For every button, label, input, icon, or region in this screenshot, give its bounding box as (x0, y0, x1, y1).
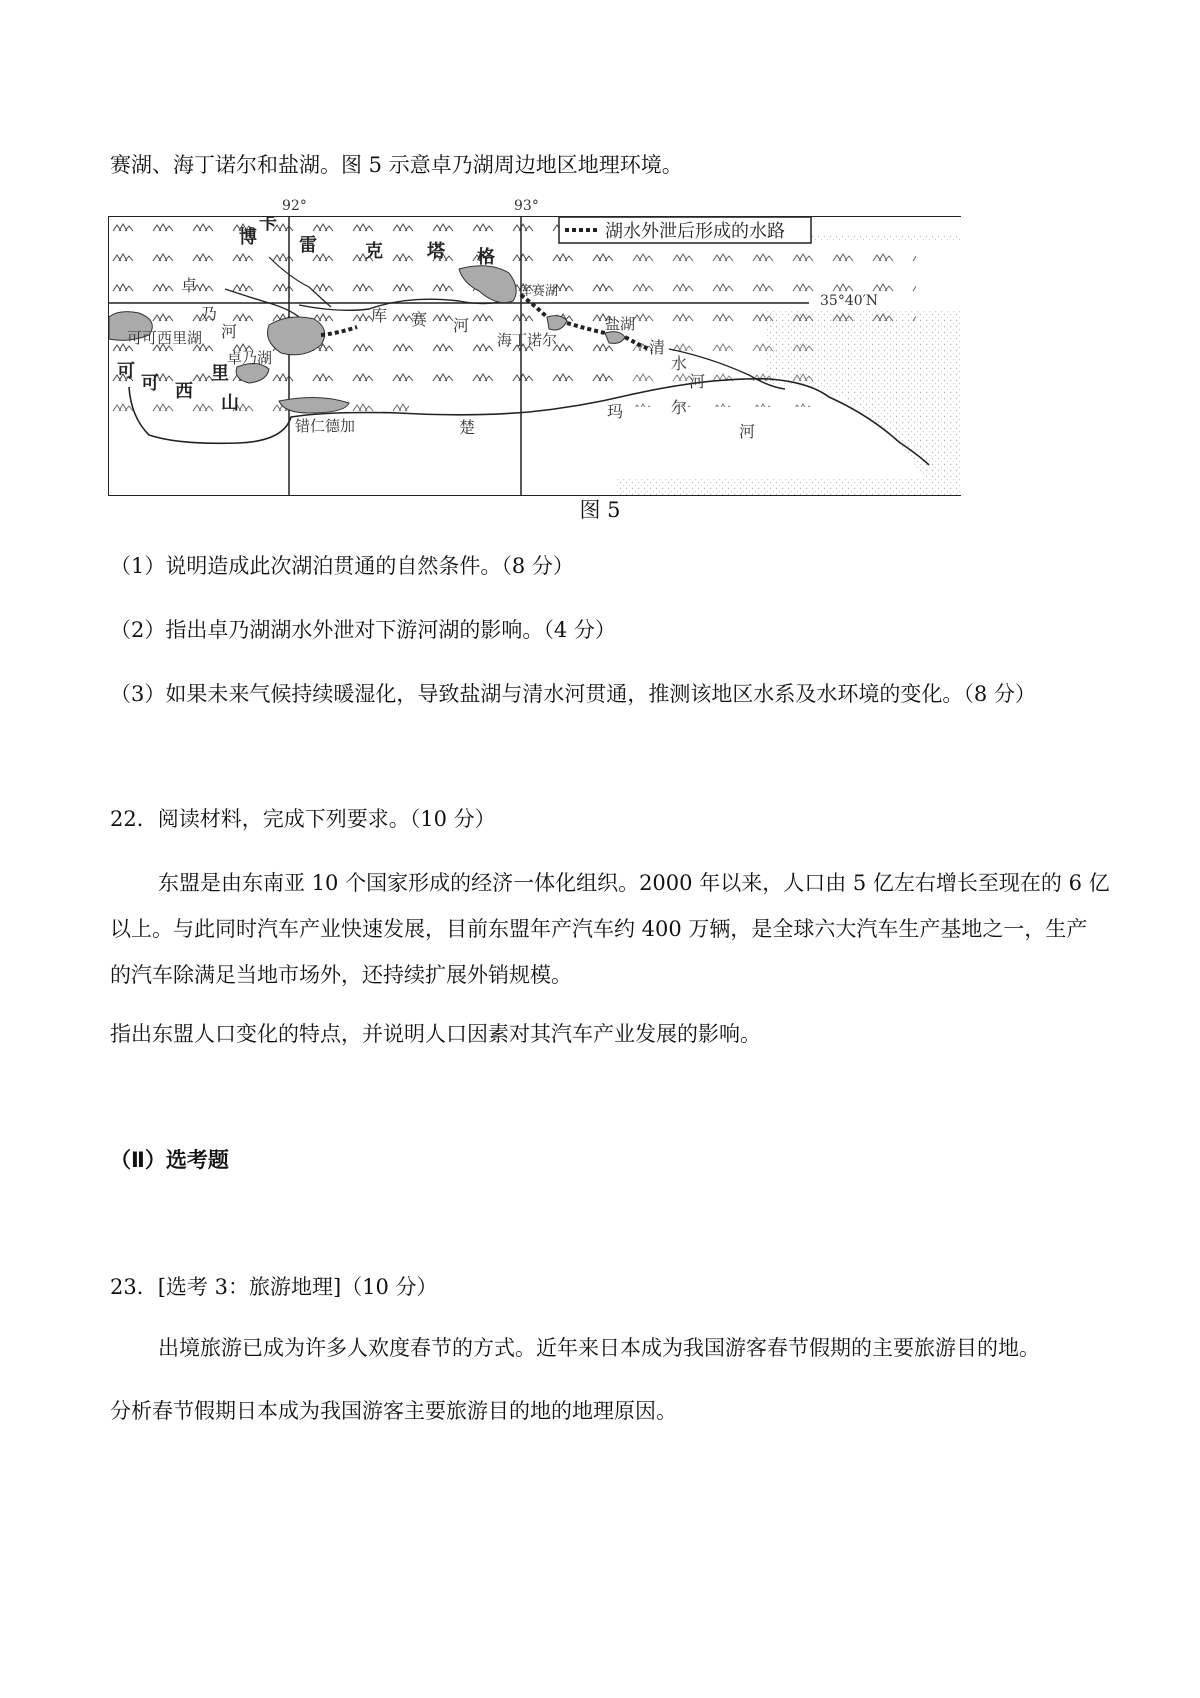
lon-label-93: 93° (514, 198, 539, 214)
question-3: （3）如果未来气候持续暖湿化，导致盐湖与清水河贯通，推测该地区水系及水环境的变化。（8 分） (110, 682, 1036, 706)
mtn-s-4: 里 (211, 363, 229, 384)
q23-para: 出境旅游已成为许多人欢度春节的方式。近年来日本成为我国游客春节假期的主要旅游目的地。 (158, 1336, 1040, 1360)
river-chumaer-3: 尔 (671, 398, 688, 417)
lat-label: 35°40′N (820, 293, 879, 309)
question-23-title: 23．[选考 3：旅游地理]（10 分） (110, 1275, 438, 1299)
mtn-s-1: 可 (117, 361, 135, 382)
mtn-s-3: 西 (175, 381, 193, 402)
mtn-n-3: 雷 (299, 235, 317, 256)
mtn-n-5: 塔 (427, 241, 445, 262)
question-1: （1）说明造成此次湖泊贯通的自然条件。（8 分） (110, 554, 574, 578)
lon-label-92: 92° (282, 198, 307, 214)
legend-label: 湖水外泄后形成的水路 (605, 221, 785, 242)
mountain-area (109, 217, 616, 397)
q22-para-line-3: 的汽车除满足当地市场外，还持续扩展外销规模。 (110, 963, 572, 987)
mtn-n-6: 格 (477, 247, 495, 268)
map-svg (109, 217, 961, 495)
river-kusai-2: 赛 (411, 310, 428, 329)
figure-caption: 图 5 (579, 498, 621, 522)
label-zhuonai: 卓乃湖 (227, 349, 273, 367)
river-chumaer-1: 楚 (459, 418, 476, 437)
river-kusai-1: 库 (371, 306, 388, 325)
river-zhuonai-2: 乃 (201, 304, 218, 323)
river-chumaer-2: 玛 (607, 402, 624, 421)
mtn-s-5: 山 (221, 393, 239, 414)
label-kekexili: 可可西里湖 (127, 329, 203, 347)
section-title: （Ⅱ）选考题 (110, 1148, 229, 1172)
mtn-n-2: 卡 (259, 217, 277, 234)
river-zhuonai-1: 卓 (181, 276, 198, 295)
mtn-n-4: 克 (365, 241, 383, 262)
river-kusai-3: 河 (453, 316, 470, 335)
label-cuorendejia: 错仁德加 (295, 417, 356, 435)
q22-para-line-1: 东盟是由东南亚 10 个国家形成的经济一体化组织。2000 年以来，人口由 5 亿左右增长至现在的 6 亿 (158, 871, 1110, 895)
mtn-n-1: 博 (239, 227, 257, 248)
map-figure-5 (108, 216, 961, 496)
label-haidingnuoer: 海丁诺尔 (497, 331, 558, 349)
question-22-title: 22．阅读材料，完成下列要求。（10 分） (110, 807, 496, 831)
river-qingshui-2: 水 (671, 354, 688, 373)
q22-para-line-2: 以上。与此同时汽车产业快速发展，目前东盟年产汽车约 400 万辆，是全球六大汽车生产基地之一，生产 (110, 917, 1088, 941)
river-zhuonai-3: 河 (221, 322, 238, 341)
label-kusai: 库赛湖 (519, 284, 559, 299)
mtn-s-2: 可 (141, 373, 159, 394)
river-chumaer-4: 河 (739, 422, 756, 441)
question-2: （2）指出卓乃湖湖水外泄对下游河湖的影响。（4 分） (110, 618, 616, 642)
intro-line: 赛湖、海丁诺尔和盐湖。图 5 示意卓乃湖周边地区地理环境。 (110, 153, 683, 177)
river-qingshui-1: 清 (649, 338, 666, 357)
label-yanhu: 盐湖 (605, 315, 636, 333)
q23-task: 分析春节假期日本成为我国游客主要旅游目的地的地理原因。 (110, 1399, 677, 1423)
q22-task: 指出东盟人口变化的特点，并说明人口因素对其汽车产业发展的影响。 (110, 1022, 761, 1046)
river-qingshui-3: 河 (689, 372, 706, 391)
